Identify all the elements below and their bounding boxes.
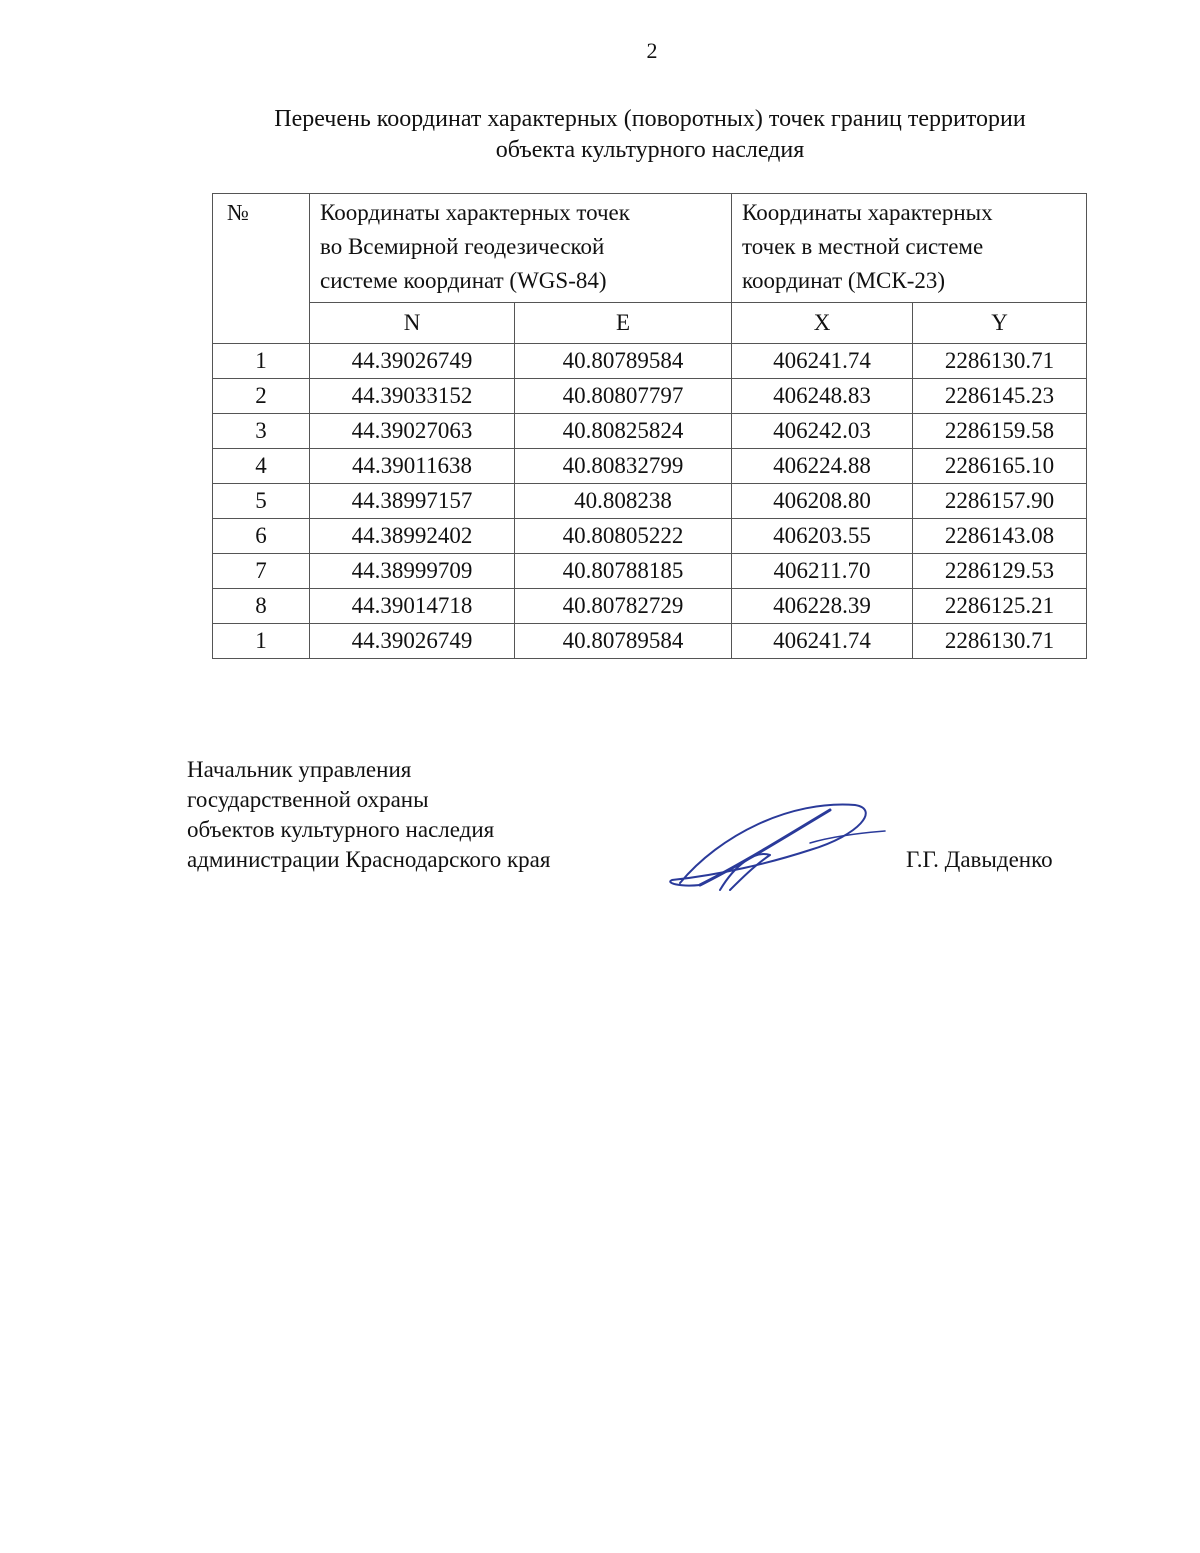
document-title — [210, 104, 1090, 166]
cell-n: 44.39033152 — [310, 379, 515, 414]
position-line: администрации Краснодарского края — [187, 847, 551, 872]
cell-number: 3 — [213, 414, 310, 449]
table-row — [213, 589, 1087, 624]
cell-e: 40.80789584 — [515, 624, 732, 659]
header-wgs84 — [310, 194, 732, 303]
title-line-2: объекта культурного наследия — [495, 137, 805, 163]
cell-number: 4 — [213, 449, 310, 484]
subheader-y: Y — [913, 303, 1087, 344]
cell-number: 2 — [213, 379, 310, 414]
cell-n: 44.38992402 — [310, 519, 515, 554]
cell-y: 2286129.53 — [913, 554, 1087, 589]
cell-y: 2286165.10 — [913, 449, 1087, 484]
header-wgs84-line: Координаты характерных точек — [320, 200, 630, 225]
cell-e: 40.808238 — [515, 484, 732, 519]
cell-number: 6 — [213, 519, 310, 554]
table-row — [213, 449, 1087, 484]
cell-x: 406211.70 — [732, 554, 913, 589]
cell-e: 40.80788185 — [515, 554, 732, 589]
position-line: объектов культурного наследия — [187, 817, 495, 842]
cell-n: 44.38997157 — [310, 484, 515, 519]
table-row — [213, 344, 1087, 379]
cell-y: 2286130.71 — [913, 344, 1087, 379]
cell-number: 1 — [213, 344, 310, 379]
table-row — [213, 554, 1087, 589]
cell-x: 406224.88 — [732, 449, 913, 484]
cell-x: 406208.80 — [732, 484, 913, 519]
cell-y: 2286157.90 — [913, 484, 1087, 519]
position-line: Начальник управления — [187, 757, 412, 782]
coordinates-table — [212, 193, 1087, 659]
table-row — [213, 379, 1087, 414]
cell-x: 406203.55 — [732, 519, 913, 554]
cell-y: 2286145.23 — [913, 379, 1087, 414]
cell-n: 44.38999709 — [310, 554, 515, 589]
signature-ink — [670, 805, 885, 890]
cell-n: 44.39026749 — [310, 344, 515, 379]
cell-y: 2286125.21 — [913, 589, 1087, 624]
cell-e: 40.80805222 — [515, 519, 732, 554]
cell-e: 40.80832799 — [515, 449, 732, 484]
cell-e: 40.80789584 — [515, 344, 732, 379]
cell-number: 7 — [213, 554, 310, 589]
header-msk23-line: координат (МСК-23) — [742, 268, 946, 293]
cell-x: 406228.39 — [732, 589, 913, 624]
cell-y: 2286130.71 — [913, 624, 1087, 659]
header-number: № — [213, 194, 310, 344]
table-row — [213, 414, 1087, 449]
header-msk23-line: точек в местной системе — [742, 234, 984, 259]
cell-n: 44.39011638 — [310, 449, 515, 484]
signatory-position — [187, 755, 550, 875]
header-msk23 — [732, 194, 1087, 303]
cell-e: 40.80782729 — [515, 589, 732, 624]
cell-x: 406242.03 — [732, 414, 913, 449]
page-number: 2 — [646, 38, 658, 63]
cell-number: 8 — [213, 589, 310, 624]
title-line-1: Перечень координат характерных (поворотных) точек границ территории — [274, 106, 1026, 132]
cell-y: 2286159.58 — [913, 414, 1087, 449]
table-row — [213, 624, 1087, 659]
cell-n: 44.39027063 — [310, 414, 515, 449]
subheader-e: E — [515, 303, 732, 344]
signer-name: Г.Г. Давыденко — [906, 847, 1053, 872]
header-wgs84-line: системе координат (WGS-84) — [320, 268, 607, 293]
subheader-n: N — [310, 303, 515, 344]
cell-e: 40.80807797 — [515, 379, 732, 414]
subheader-x: X — [732, 303, 913, 344]
table-row — [213, 484, 1087, 519]
cell-n: 44.39026749 — [310, 624, 515, 659]
cell-x: 406241.74 — [732, 624, 913, 659]
cell-e: 40.80825824 — [515, 414, 732, 449]
table-row — [213, 519, 1087, 554]
handwritten-signature — [660, 795, 890, 900]
cell-number: 1 — [213, 624, 310, 659]
cell-x: 406248.83 — [732, 379, 913, 414]
header-wgs84-line: во Всемирной геодезической — [320, 234, 605, 259]
position-line: государственной охраны — [187, 787, 429, 812]
cell-x: 406241.74 — [732, 344, 913, 379]
header-msk23-line: Координаты характерных — [742, 200, 993, 225]
cell-number: 5 — [213, 484, 310, 519]
cell-n: 44.39014718 — [310, 589, 515, 624]
cell-y: 2286143.08 — [913, 519, 1087, 554]
